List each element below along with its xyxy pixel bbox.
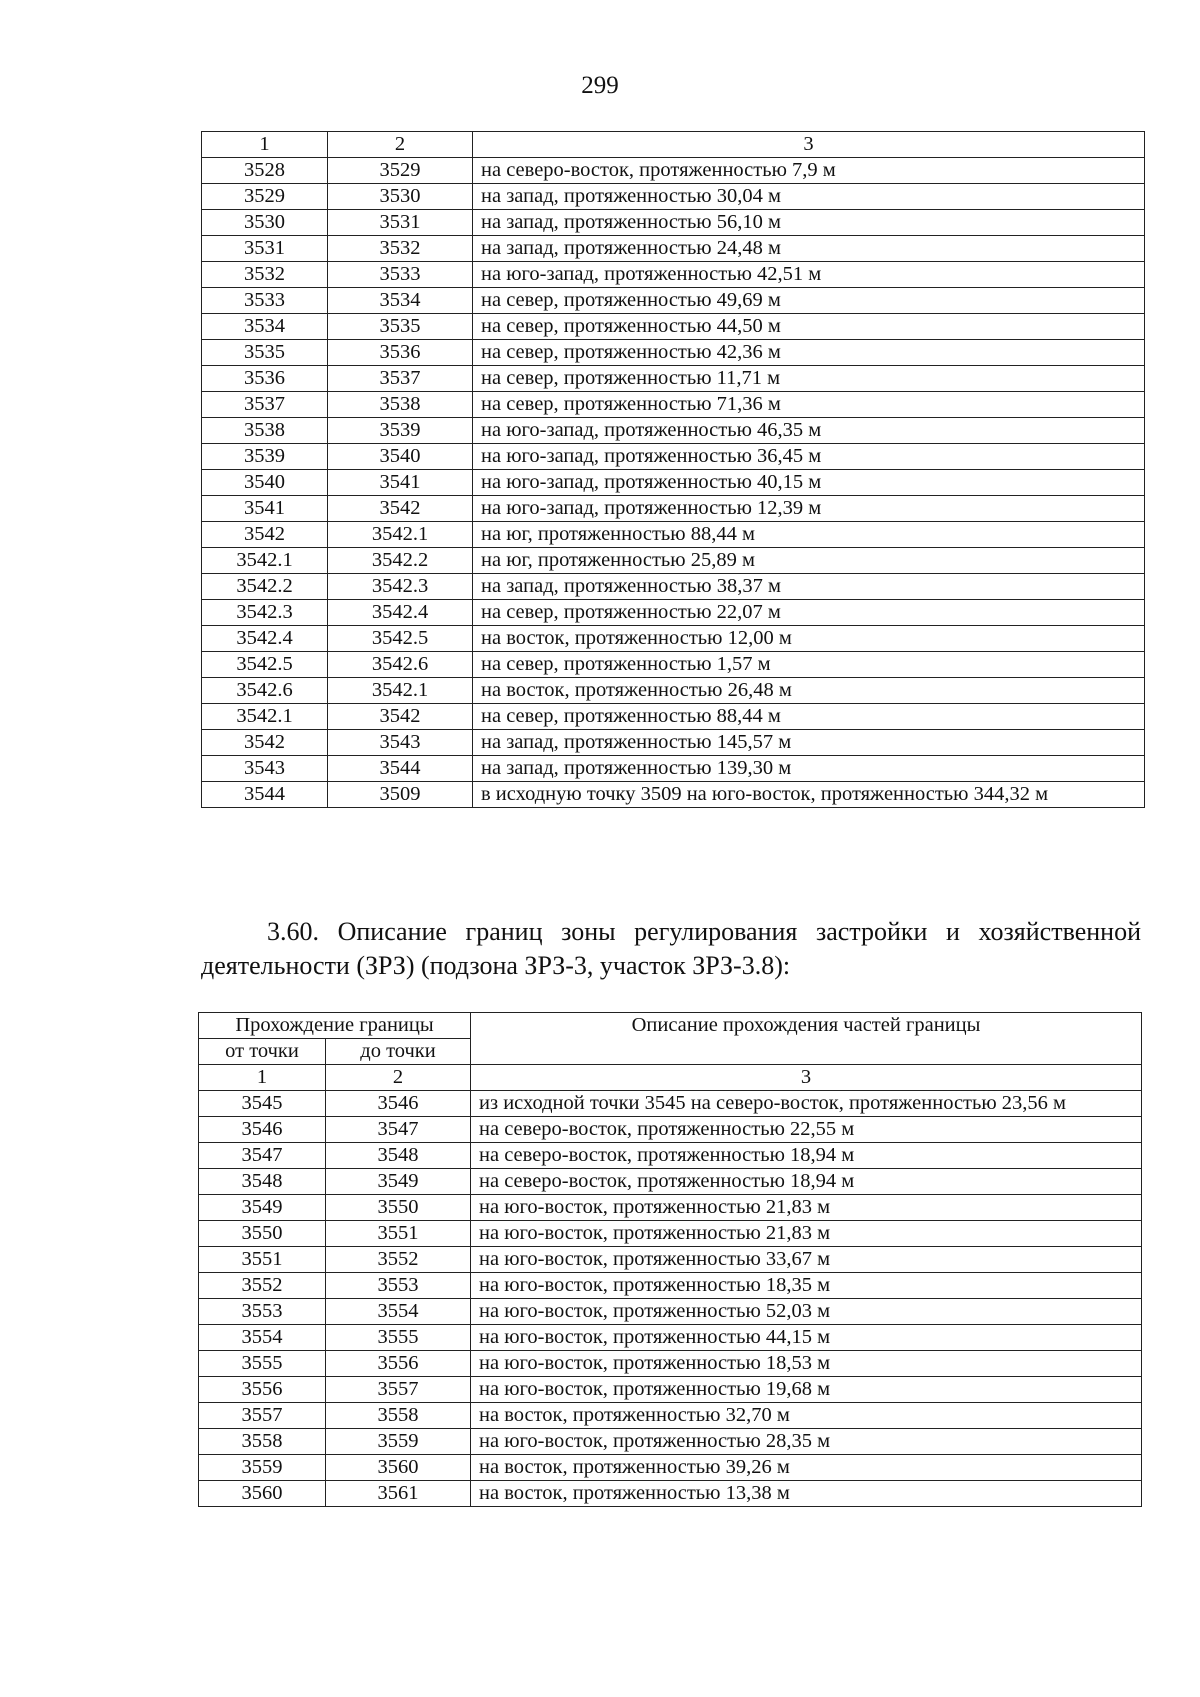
table-row [199,1377,1142,1403]
section-heading: 3.60. Описание границ зоны регулирования застройки и хозяйственной деятельности (ЗРЗ) (подзона ЗРЗ-3, участок ЗРЗ-3.8): [201,917,1141,980]
from-point-cell: 3542.4 [202,626,328,652]
from-point-cell: 3550 [199,1221,326,1247]
from-point-cell: 3542.1 [202,704,328,730]
description-cell: на запад, протяженностью 30,04 м [473,184,1145,210]
from-point-cell: 3539 [202,444,328,470]
to-point-cell: 3509 [328,782,473,808]
to-point-cell: 3556 [326,1351,471,1377]
to-point-cell: 3532 [328,236,473,262]
from-point-cell: 3534 [202,314,328,340]
table-row [202,210,1145,236]
to-point-cell: 3558 [326,1403,471,1429]
from-point-cell: 3536 [202,366,328,392]
from-point-cell: 3543 [202,756,328,782]
from-point-cell: 3553 [199,1299,326,1325]
to-point-cell: 3554 [326,1299,471,1325]
description-cell: на юго-восток, протяженностью 19,68 м [471,1377,1142,1403]
table-row [202,522,1145,548]
table-row [202,730,1145,756]
table-row [202,548,1145,574]
from-point-cell: 3542.2 [202,574,328,600]
description-cell: на юго-восток, протяженностью 44,15 м [471,1325,1142,1351]
from-point-cell: 3531 [202,236,328,262]
description-cell: на юг, протяженностью 88,44 м [473,522,1145,548]
from-point-cell: 3554 [199,1325,326,1351]
table-row [199,1169,1142,1195]
description-cell: на север, протяженностью 22,07 м [473,600,1145,626]
table-row [202,652,1145,678]
table-row [202,262,1145,288]
description-cell: на юго-восток, протяженностью 18,53 м [471,1351,1142,1377]
table-row [202,158,1145,184]
to-point-cell: 3542.6 [328,652,473,678]
from-point-cell: 3549 [199,1195,326,1221]
to-point-cell: 3542.1 [328,522,473,548]
to-point-cell: 3548 [326,1143,471,1169]
from-point-cell: 3552 [199,1273,326,1299]
table-row [202,756,1145,782]
table-row [202,340,1145,366]
to-point-cell: 3537 [328,366,473,392]
from-point-cell: 3542 [202,522,328,548]
description-cell: на юго-восток, протяженностью 28,35 м [471,1429,1142,1455]
from-point-cell: 3545 [199,1091,326,1117]
header-boundary-passage: Прохождение границы [199,1013,471,1039]
description-cell: на юго-восток, протяженностью 21,83 м [471,1221,1142,1247]
from-point-cell: 3551 [199,1247,326,1273]
table-header-row [202,132,1145,158]
table-row [202,366,1145,392]
to-point-cell: 3530 [328,184,473,210]
to-point-cell: 3542.2 [328,548,473,574]
to-point-cell: 3542.5 [328,626,473,652]
from-point-cell: 3542.1 [202,548,328,574]
from-point-cell: 3530 [202,210,328,236]
to-point-cell: 3543 [328,730,473,756]
description-cell: на северо-восток, протяженностью 18,94 м [471,1169,1142,1195]
description-cell: на запад, протяженностью 24,48 м [473,236,1145,262]
to-point-cell: 3538 [328,392,473,418]
table-row [202,600,1145,626]
from-point-cell: 3528 [202,158,328,184]
to-point-cell: 3534 [328,288,473,314]
table-row [202,678,1145,704]
to-point-cell: 3542.1 [328,678,473,704]
description-cell: на северо-восток, протяженностью 7,9 м [473,158,1145,184]
description-cell: на север, протяженностью 71,36 м [473,392,1145,418]
from-point-cell: 3557 [199,1403,326,1429]
table-row [199,1351,1142,1377]
description-cell: из исходной точки 3545 на северо-восток, протяженностью 23,56 м [471,1091,1142,1117]
to-point-cell: 3542.3 [328,574,473,600]
column-number: 3 [473,132,1145,158]
to-point-cell: 3544 [328,756,473,782]
table-row [202,574,1145,600]
description-cell: на юго-запад, протяженностью 40,15 м [473,470,1145,496]
from-point-cell: 3556 [199,1377,326,1403]
table-row [202,626,1145,652]
description-cell: на юго-восток, протяженностью 18,35 м [471,1273,1142,1299]
description-cell: на север, протяженностью 88,44 м [473,704,1145,730]
to-point-cell: 3535 [328,314,473,340]
to-point-cell: 3550 [326,1195,471,1221]
header-from-point: от точки [199,1039,326,1065]
description-cell: на северо-восток, протяженностью 22,55 м [471,1117,1142,1143]
from-point-cell: 3535 [202,340,328,366]
table-row [199,1143,1142,1169]
column-number: 2 [328,132,473,158]
description-cell: на юго-запад, протяженностью 36,45 м [473,444,1145,470]
description-cell: на восток, протяженностью 39,26 м [471,1455,1142,1481]
from-point-cell: 3559 [199,1455,326,1481]
table-row [202,392,1145,418]
to-point-cell: 3549 [326,1169,471,1195]
description-cell: на северо-восток, протяженностью 18,94 м [471,1143,1142,1169]
to-point-cell: 3559 [326,1429,471,1455]
from-point-cell: 3538 [202,418,328,444]
to-point-cell: 3533 [328,262,473,288]
table-row [199,1455,1142,1481]
description-cell: на восток, протяженностью 12,00 м [473,626,1145,652]
table-row [202,496,1145,522]
from-point-cell: 3533 [202,288,328,314]
boundary-table-continued [201,131,1145,808]
description-cell: на юг, протяженностью 25,89 м [473,548,1145,574]
to-point-cell: 3541 [328,470,473,496]
table-row [202,184,1145,210]
to-point-cell: 3557 [326,1377,471,1403]
description-cell: на юго-восток, протяженностью 33,67 м [471,1247,1142,1273]
table-row [202,704,1145,730]
description-cell: на запад, протяженностью 139,30 м [473,756,1145,782]
to-point-cell: 3555 [326,1325,471,1351]
to-point-cell: 3539 [328,418,473,444]
column-number: 2 [326,1065,471,1091]
from-point-cell: 3560 [199,1481,326,1507]
to-point-cell: 3531 [328,210,473,236]
description-cell: на восток, протяженностью 13,38 м [471,1481,1142,1507]
table-column-numbers-row [199,1065,1142,1091]
header-to-point: до точки [326,1039,471,1065]
to-point-cell: 3536 [328,340,473,366]
to-point-cell: 3547 [326,1117,471,1143]
from-point-cell: 3542.3 [202,600,328,626]
to-point-cell: 3551 [326,1221,471,1247]
to-point-cell: 3542 [328,496,473,522]
table-header-row [199,1013,1142,1039]
description-cell: на запад, протяженностью 56,10 м [473,210,1145,236]
table-row [202,314,1145,340]
table-row [199,1195,1142,1221]
to-point-cell: 3542 [328,704,473,730]
description-cell: на север, протяженностью 11,71 м [473,366,1145,392]
description-cell: на запад, протяженностью 38,37 м [473,574,1145,600]
table-row [199,1481,1142,1507]
from-point-cell: 3548 [199,1169,326,1195]
description-cell: на восток, протяженностью 32,70 м [471,1403,1142,1429]
description-cell: на юго-запад, протяженностью 46,35 м [473,418,1145,444]
to-point-cell: 3529 [328,158,473,184]
description-cell: в исходную точку 3509 на юго-восток, протяженностью 344,32 м [473,782,1145,808]
to-point-cell: 3552 [326,1247,471,1273]
to-point-cell: 3542.4 [328,600,473,626]
from-point-cell: 3542.5 [202,652,328,678]
from-point-cell: 3558 [199,1429,326,1455]
to-point-cell: 3561 [326,1481,471,1507]
from-point-cell: 3547 [199,1143,326,1169]
from-point-cell: 3532 [202,262,328,288]
from-point-cell: 3537 [202,392,328,418]
table-row [199,1247,1142,1273]
from-point-cell: 3544 [202,782,328,808]
from-point-cell: 3529 [202,184,328,210]
boundary-table-zrz-3-8 [198,1012,1142,1507]
table-row [202,236,1145,262]
from-point-cell: 3541 [202,496,328,522]
to-point-cell: 3540 [328,444,473,470]
table-row [199,1273,1142,1299]
table-row [202,470,1145,496]
column-number: 1 [199,1065,326,1091]
from-point-cell: 3546 [199,1117,326,1143]
table-row [199,1221,1142,1247]
table-row [199,1091,1142,1117]
to-point-cell: 3553 [326,1273,471,1299]
from-point-cell: 3542.6 [202,678,328,704]
description-cell: на запад, протяженностью 145,57 м [473,730,1145,756]
description-cell: на юго-запад, протяженностью 42,51 м [473,262,1145,288]
description-cell: на север, протяженностью 49,69 м [473,288,1145,314]
table-row [202,288,1145,314]
from-point-cell: 3540 [202,470,328,496]
description-cell: на север, протяженностью 1,57 м [473,652,1145,678]
description-cell: на север, протяженностью 44,50 м [473,314,1145,340]
description-cell: на восток, протяженностью 26,48 м [473,678,1145,704]
table-row [199,1403,1142,1429]
to-point-cell: 3560 [326,1455,471,1481]
description-cell: на юго-восток, протяженностью 52,03 м [471,1299,1142,1325]
header-description: Описание прохождения частей границы [471,1013,1142,1065]
description-cell: на юго-восток, протяженностью 21,83 м [471,1195,1142,1221]
to-point-cell: 3546 [326,1091,471,1117]
column-number: 1 [202,132,328,158]
table-row [199,1299,1142,1325]
from-point-cell: 3542 [202,730,328,756]
description-cell: на север, протяженностью 42,36 м [473,340,1145,366]
table-row [202,444,1145,470]
description-cell: на юго-запад, протяженностью 12,39 м [473,496,1145,522]
table-row [202,782,1145,808]
page-number: 299 [581,72,619,99]
from-point-cell: 3555 [199,1351,326,1377]
table-row [199,1325,1142,1351]
table-row [199,1117,1142,1143]
table-row [202,418,1145,444]
table-row [199,1429,1142,1455]
column-number: 3 [471,1065,1142,1091]
